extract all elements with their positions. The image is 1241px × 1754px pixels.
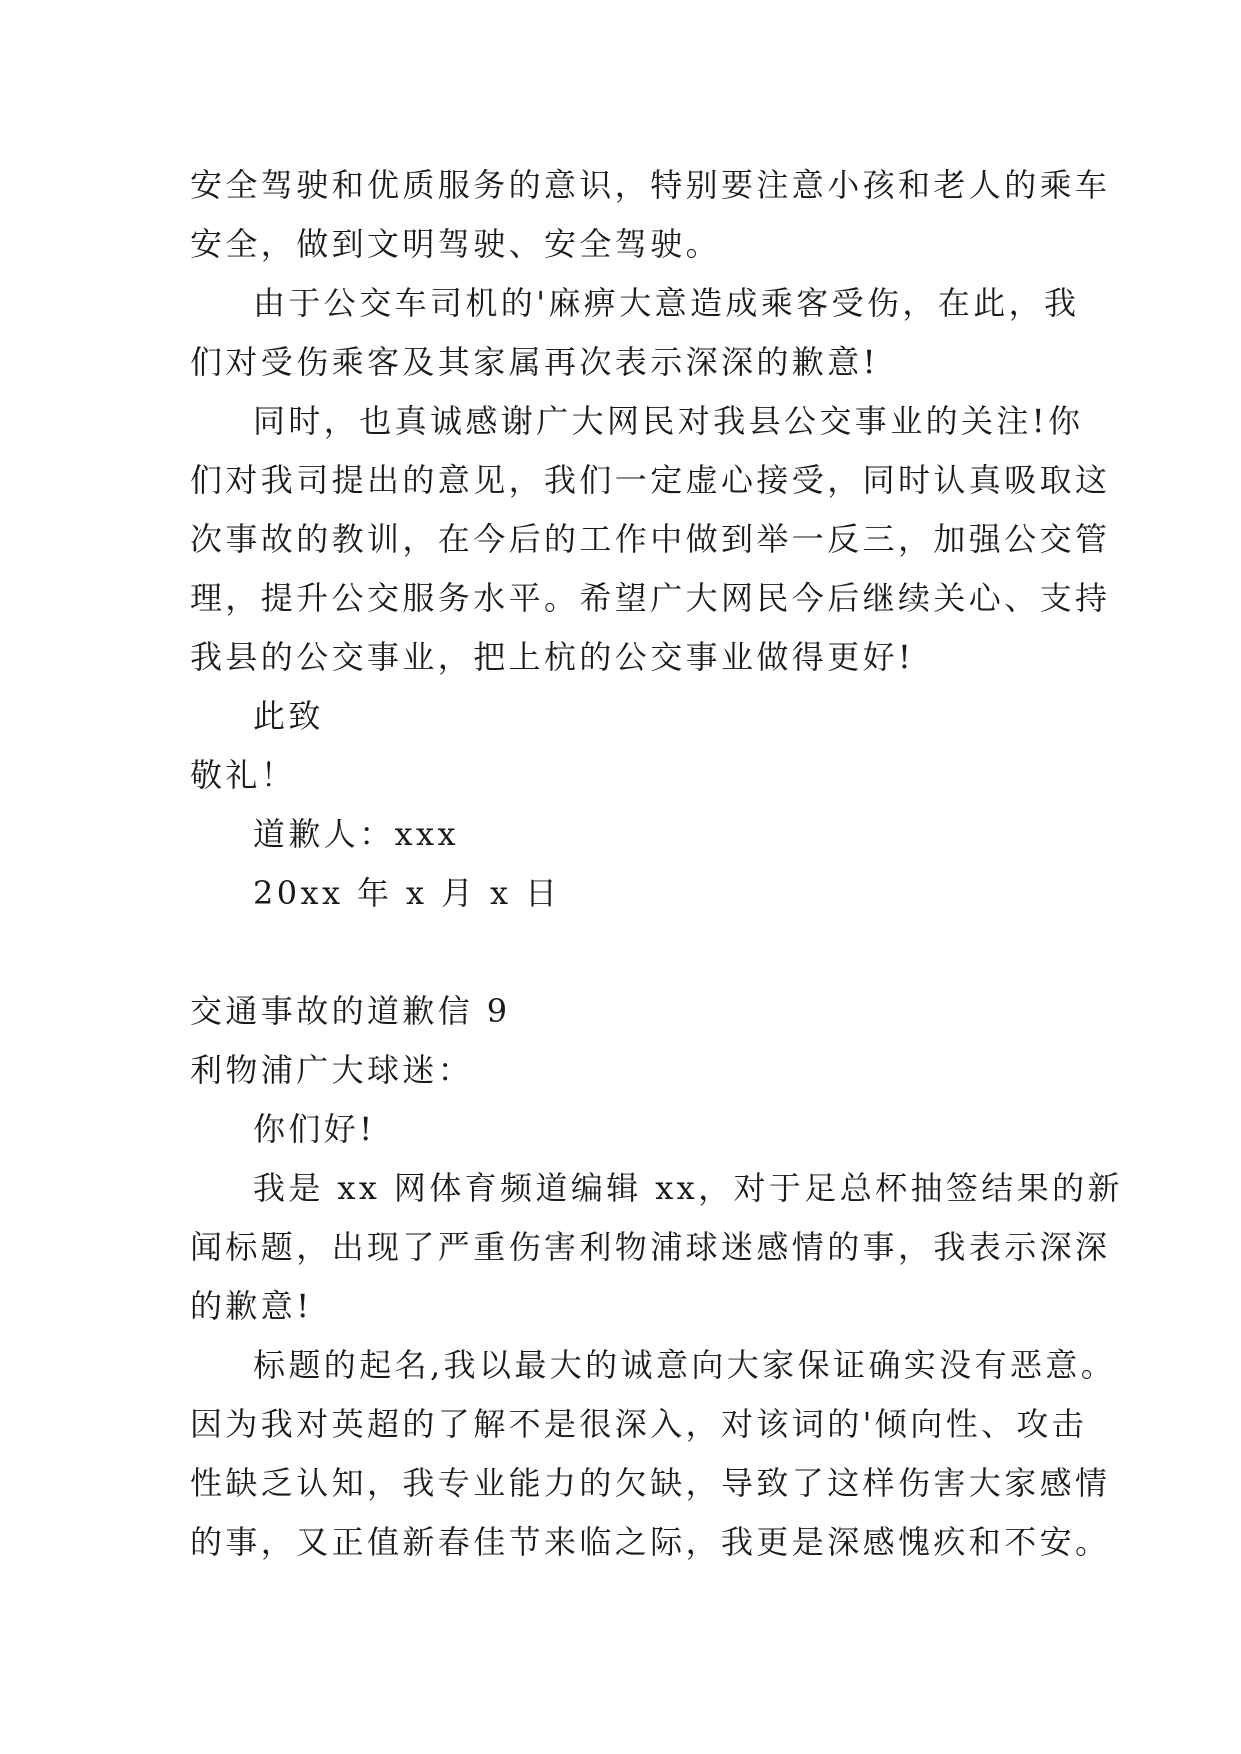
text-line: 标题的起名,我以最大的诚意向大家保证确实没有恶意。 (253, 1346, 1117, 1384)
section-title: 交通事故的道歉信 9 (190, 992, 511, 1030)
text-line: 理，提升公交服务水平。希望广大网民今后继续关心、支持 (190, 579, 1111, 617)
text-line: 的歉意! (190, 1287, 313, 1325)
text-line: 因为我对英超的了解不是很深入，对该词的'倾向性、攻击 (190, 1405, 1088, 1443)
text-line: 我是 xx 网体育频道编辑 xx，对于足总杯抽签结果的新 (253, 1169, 1123, 1207)
text-line: 闻标题，出现了严重伤害利物浦球迷感情的事，我表示深深 (190, 1228, 1111, 1266)
text-line: 你们好! (253, 1110, 376, 1148)
text-line: 安全驾驶和优质服务的意识，特别要注意小孩和老人的乘车 (190, 166, 1111, 204)
text-line: 的事，又正值新春佳节来临之际，我更是深感愧疚和不安。 (190, 1523, 1111, 1561)
text-line: 们对受伤乘客及其家属再次表示深深的歉意! (190, 343, 879, 381)
text-line: 们对我司提出的意见，我们一定虚心接受，同时认真吸取这 (190, 461, 1111, 499)
text-line: 道歉人：xxx (253, 815, 459, 853)
text-line: 我县的公交事业，把上杭的公交事业做得更好! (190, 638, 915, 676)
text-line: 敬礼！ (190, 756, 297, 794)
text-line: 20xx 年 x 月 x 日 (253, 874, 561, 912)
text-line: 安全，做到文明驾驶、安全驾驶。 (190, 225, 722, 263)
text-line: 同时，也真诚感谢广大网民对我县公交事业的关注!你 (253, 402, 1084, 440)
text-line: 次事故的教训，在今后的工作中做到举一反三，加强公交管 (190, 520, 1111, 558)
text-line: 性缺乏认知，我专业能力的欠缺，导致了这样伤害大家感情 (190, 1464, 1111, 1502)
text-line: 利物浦广大球迷： (190, 1051, 474, 1089)
text-line: 此致 (253, 697, 324, 735)
text-line: 由于公交车司机的'麻痹大意造成乘客受伤，在此，我 (253, 284, 1080, 322)
